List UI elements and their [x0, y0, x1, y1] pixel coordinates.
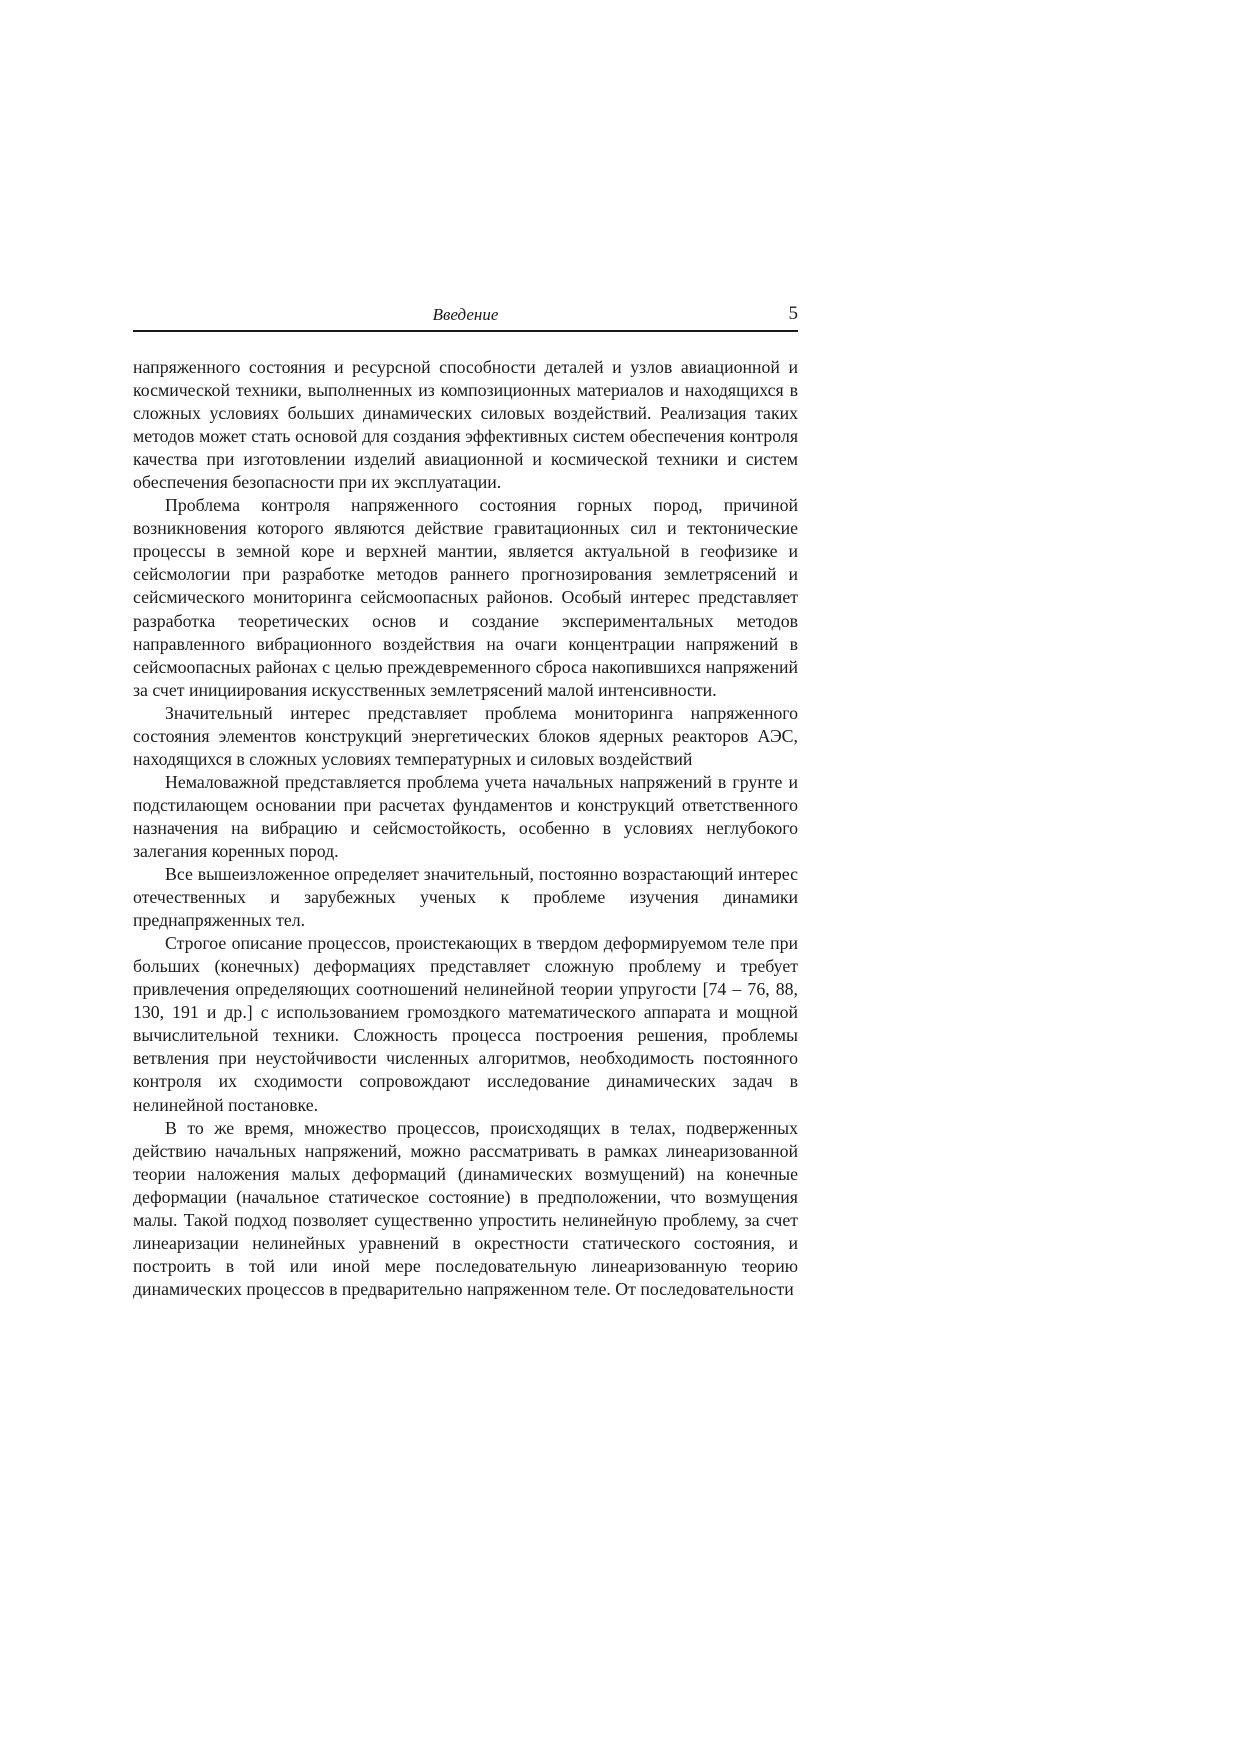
paragraph: В то же время, множество процессов, происходящих в телах, подверженных действию начальных напряжений, можно рассматривать в рамках линеаризованной теории наложения малых деформаций (динамических возмущений) на конечные деформации (начальное статическое состояние) в предположении, что возмущения малы. Такой подход позволяет существенно упростить нелинейную проблему, за счет линеаризации нелинейных уравнений в окрестности статического состояния, и построить в той или иной мере последовательную линеаризованную теорию динамических процессов в предварительно напряженном теле. От последовательности: [133, 1117, 798, 1299]
running-title: Введение: [432, 305, 499, 324]
paragraph: Все вышеизложенное определяет значительный, постоянно возрастающий интерес отечественных и зарубежных ученых к проблеме изучения динамики преднапряженных тел.: [133, 864, 798, 931]
paragraph-continued: напряженного состояния и ресурсной способности деталей и узлов авиационной и космической техники, выполненных из композиционных материалов и находящихся в сложных условиях больших динамических силовых воздействий. Реализация таких методов может стать основой для создания эффективных систем обеспечения контроля качества при изготовлении изделий авиационной и космической техники и систем обеспечения безопасности при их эксплуатации.: [133, 357, 798, 493]
paragraph: Немаловажной представляется проблема учета начальных напряжений в грунте и подстилающем основании при расчетах фундаментов и конструкций ответственного назначения на вибрацию и сейсмостойкость, особенно в условиях неглубокого залегания коренных пород.: [133, 771, 798, 861]
body-text: [133, 356, 798, 1301]
paragraph: Значительный интерес представляет проблема мониторинга напряженного состояния элементов конструкций энергетических блоков ядерных реакторов АЭС, находящихся в сложных условиях температурных и силовых воздействий: [133, 702, 798, 769]
page-number: 5: [788, 303, 798, 324]
paragraph: Проблема контроля напряженного состояния горных пород, причиной возникновения которого являются действие гравитационных сил и тектонические процессы в земной коре и верхней мантии, является актуальной в геофизике и сейсмологии при разработке методов раннего прогнозирования землетрясений и сейсмического мониторинга сейсмоопасных районов. Особый интерес представляет разработка теоретических основ и создание экспериментальных методов направленного вибрационного воздействия на очаги концентрации напряжений в сейсмоопасных районах с целью преждевременного сброса накопившихся напряжений за счет инициирования искусственных землетрясений малой интенсивности.: [133, 495, 798, 700]
running-header: [133, 304, 798, 332]
paragraph: Строгое описание процессов, проистекающих в твердом деформируемом теле при больших (конечных) деформациях представляет сложную проблему и требует привлечения определяющих соотношений нелинейной теории упругости [74 – 76, 88, 130, 191 и др.] с использованием громоздкого математического аппарата и мощной вычислительной техники. Сложность процесса построения решения, проблемы ветвления при неустойчивости численных алгоритмов, необходимость постоянного контроля их сходимости сопровождают исследование динамических задач в нелинейной постановке.: [133, 933, 798, 1115]
